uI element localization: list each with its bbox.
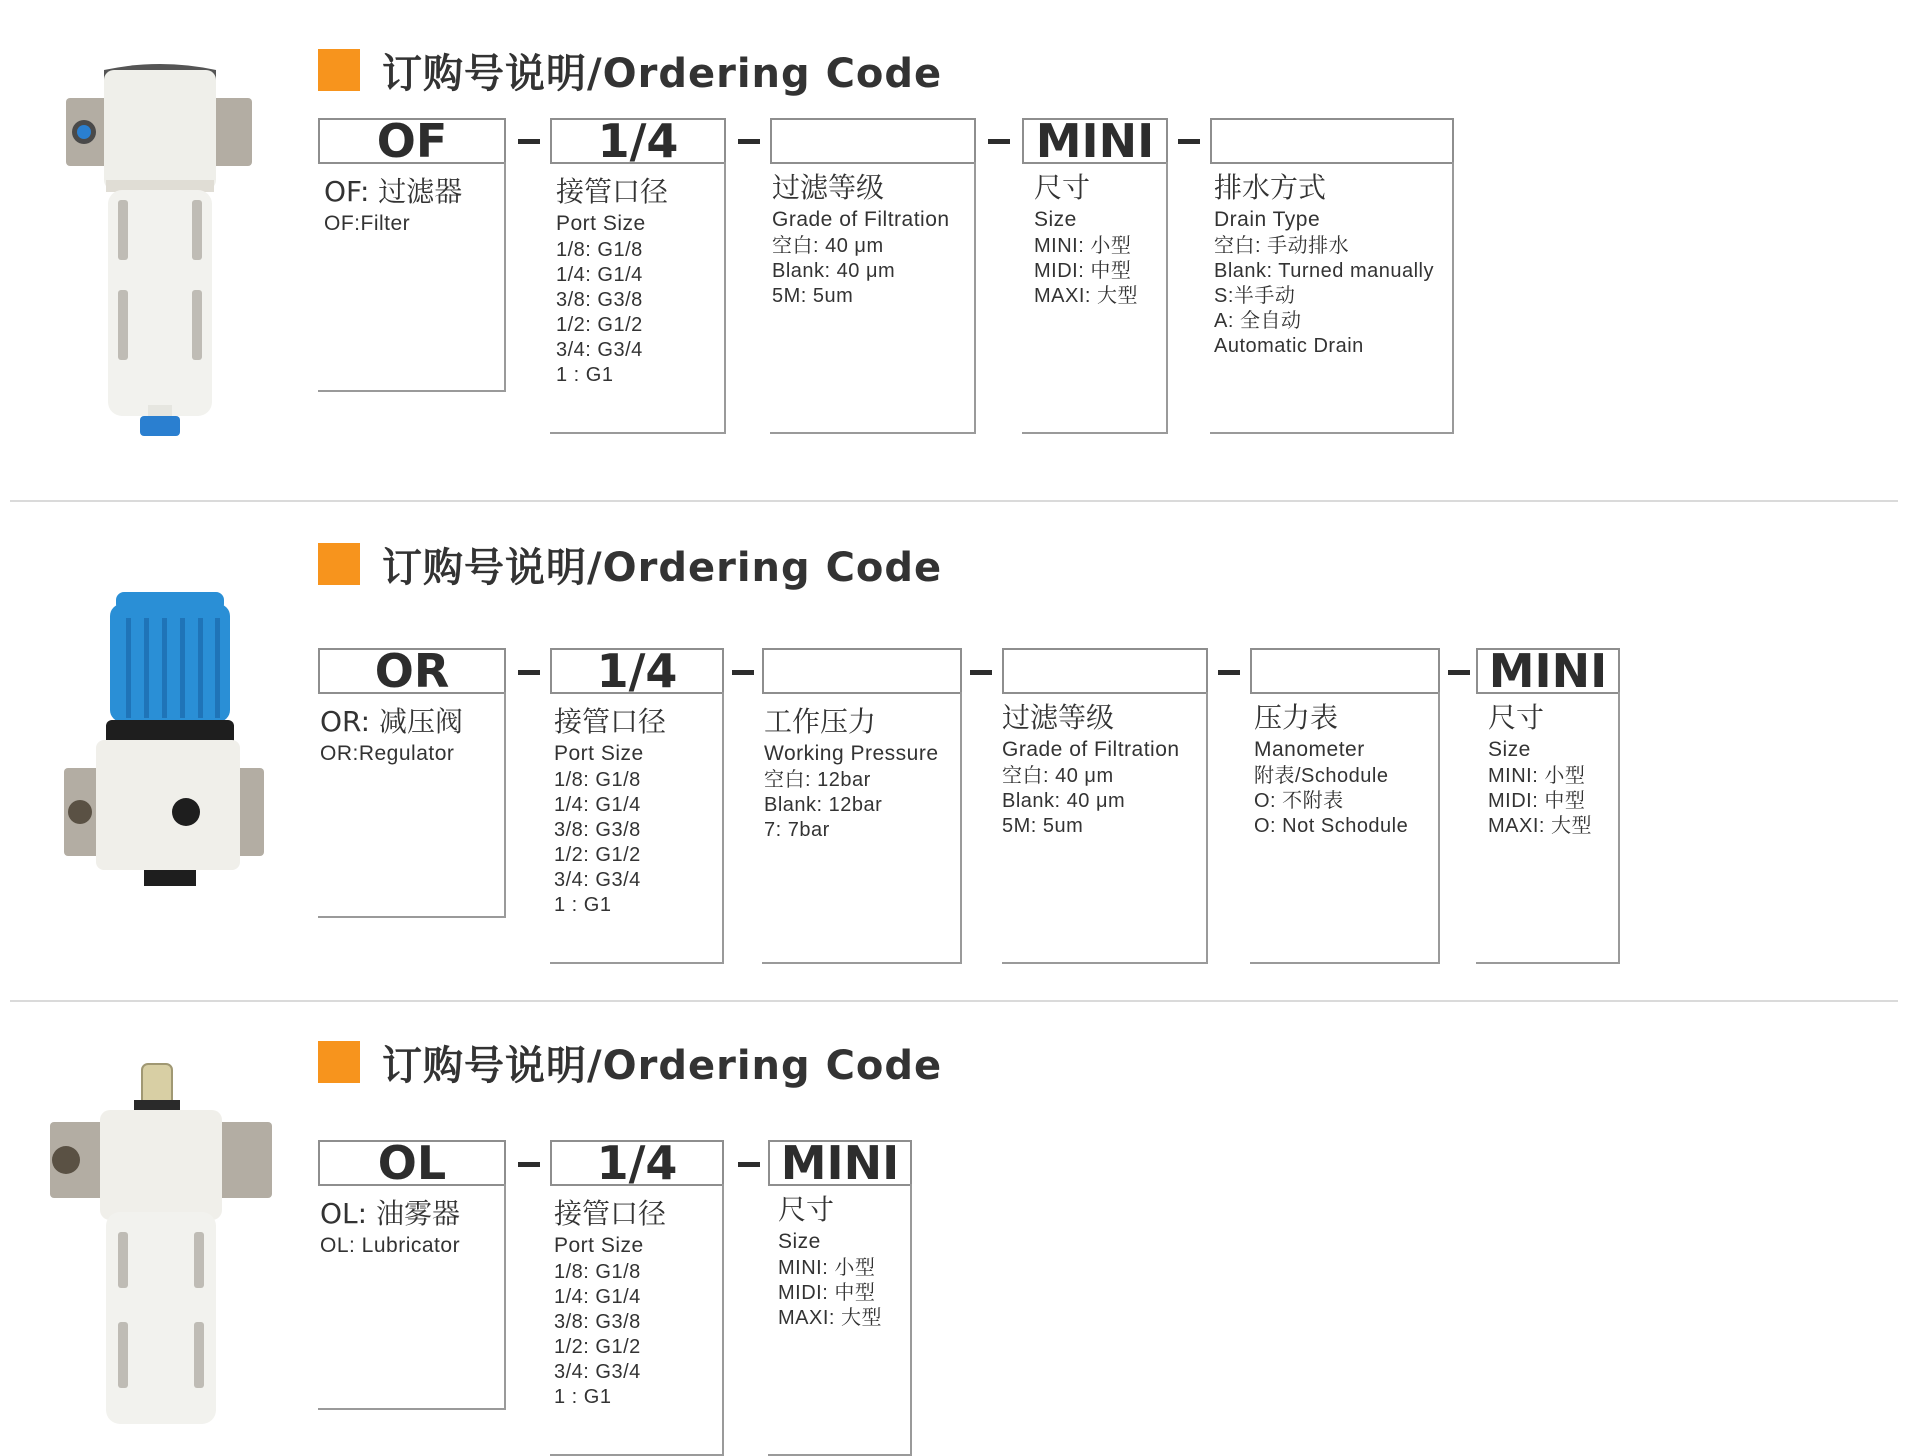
code-description: 过滤等级 Grade of Filtration 空白: 40 μm Blank: 40 μm 5M: 5um [772,171,950,307]
code-box-filtration [770,118,976,164]
separator-dash [1218,670,1240,675]
code-description: OF: 过滤器 OF:Filter [324,175,463,235]
code-description: OR: 减压阀 OR:Regulator [320,705,463,765]
orange-square-icon [318,543,360,585]
code-box-port-size: 1/4 [550,1140,724,1186]
code-box-series: OR [318,648,506,694]
code-box-series: OF [318,118,506,164]
code-description: 接管口径 Port Size 1/8: G1/8 1/4: G1/4 3/8: G3/8 1/2: G1/2 3/4: G3/4 1 : G1 [554,705,667,916]
code-description: 工作压力 Working Pressure 空白: 12bar Blank: 12bar 7: 7bar [764,705,939,841]
code-box-manometer [1250,648,1440,694]
section-title [318,1034,942,1090]
code-box-series: OL [318,1140,506,1186]
lubricator-image [46,1062,276,1432]
regulator-image [60,590,270,890]
title-text: 订购号说明/Ordering Code [382,50,943,97]
separator-dash [518,670,540,675]
title-text: 订购号说明/Ordering Code [382,544,943,591]
separator-dash [1448,670,1470,675]
title-text: 订购号说明/Ordering Code [382,1042,943,1089]
separator-dash [518,1162,540,1167]
section-title [318,42,942,98]
orange-square-icon [318,49,360,91]
lubricator-section [0,996,1920,1455]
code-box-size: MINI [768,1140,912,1186]
regulator-section [0,498,1920,996]
separator-dash [988,139,1010,144]
code-description: 排水方式 Drain Type 空白: 手动排水 Blank: Turned manually S:半手动 A: 全自动 Automatic Drain [1214,171,1435,357]
code-box-filtration [1002,648,1208,694]
section-title [318,536,942,592]
code-description: 接管口径 Port Size 1/8: G1/8 1/4: G1/4 3/8: G3/8 1/2: G1/2 3/4: G3/4 1 : G1 [554,1197,667,1408]
separator-dash [518,139,540,144]
orange-square-icon [318,1041,360,1083]
code-description: OL: 油雾器 OL: Lubricator [320,1197,461,1257]
separator-dash [738,1162,760,1167]
code-box-port-size: 1/4 [550,118,726,164]
code-description: 接管口径 Port Size 1/8: G1/8 1/4: G1/4 3/8: G3/8 1/2: G1/2 3/4: G3/4 1 : G1 [556,175,669,386]
separator-dash [732,670,754,675]
code-description: 过滤等级 Grade of Filtration 空白: 40 μm Blank: 40 μm 5M: 5um [1002,701,1180,837]
code-box-pressure [762,648,962,694]
code-description: 尺寸 Size MINI: 小型 MIDI: 中型 MAXI: 大型 [1488,701,1593,837]
code-box-port-size: 1/4 [550,648,724,694]
filter-section [0,0,1920,498]
code-box-drain [1210,118,1454,164]
code-description: 尺寸 Size MINI: 小型 MIDI: 中型 MAXI: 大型 [778,1193,883,1329]
separator-dash [738,139,760,144]
separator-dash [970,670,992,675]
code-box-size: MINI [1022,118,1168,164]
filter-image [60,60,260,440]
code-box-size: MINI [1476,648,1620,694]
code-description: 压力表 Manometer 附表/Schodule O: 不附表 O: Not Schodule [1254,701,1409,837]
code-description: 尺寸 Size MINI: 小型 MIDI: 中型 MAXI: 大型 [1034,171,1139,307]
separator-dash [1178,139,1200,144]
